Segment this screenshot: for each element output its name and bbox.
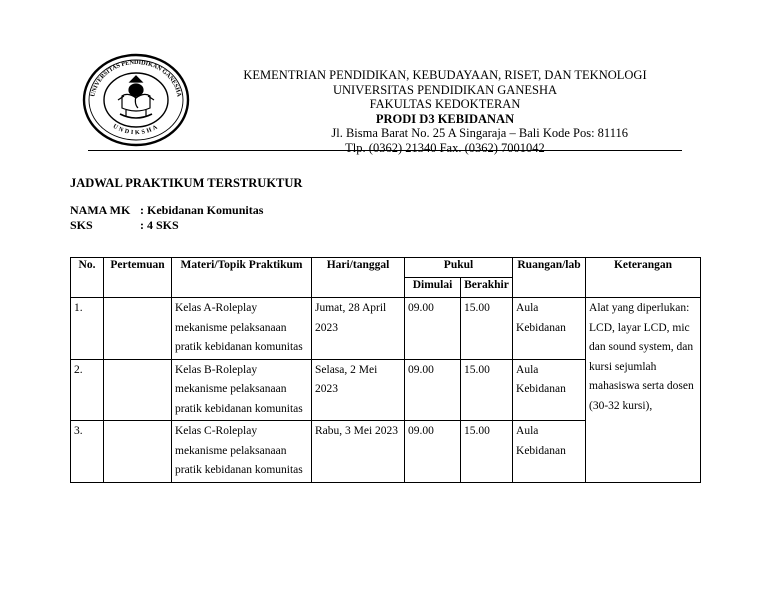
- cell-keterangan: Alat yang diperlukan: LCD, layar LCD, mic dan sound system, dan kursi sejumlah mahasiswa serta dosen (30-32 kursi),: [586, 298, 701, 483]
- ganesha-emblem-icon: [118, 76, 154, 118]
- cell-berakhir: 15.00: [461, 359, 513, 421]
- course-label: NAMA MK: [70, 203, 131, 217]
- col-dimulai: Dimulai: [405, 278, 461, 298]
- cell-no: 1.: [71, 298, 104, 360]
- document-title: JADWAL PRAKTIKUM TERSTRUKTUR: [70, 176, 303, 190]
- cell-pertemuan: [104, 421, 172, 483]
- col-ruangan: Ruangan/lab: [513, 258, 586, 298]
- cell-dimulai: 09.00: [405, 298, 461, 360]
- cell-pertemuan: [104, 298, 172, 360]
- col-no: No.: [71, 258, 104, 298]
- faculty-name: FAKULTAS KEDOKTERAN: [369, 97, 521, 111]
- table-header-row: [71, 258, 701, 278]
- cell-materi: Kelas A-Roleplay mekanisme pelaksanaan pratik kebidanan komunitas: [172, 298, 312, 360]
- col-materi: Materi/Topik Praktikum: [172, 258, 312, 298]
- program-name: PRODI D3 KEBIDANAN: [375, 111, 515, 126]
- cell-dimulai: 09.00: [405, 421, 461, 483]
- cell-ruangan: Aula Kebidanan: [513, 298, 586, 360]
- cell-materi: Kelas B-Roleplay mekanisme pelaksanaan pratik kebidanan komunitas: [172, 359, 312, 421]
- cell-dimulai: 09.00: [405, 359, 461, 421]
- svg-text:UNDIKSHA: [112, 123, 161, 136]
- letterhead-divider: [88, 150, 682, 151]
- course-info: [70, 203, 263, 233]
- col-hari: Hari/tanggal: [312, 258, 405, 298]
- cell-pertemuan: [104, 359, 172, 421]
- col-keterangan: Keterangan: [586, 258, 701, 298]
- ministry-name: KEMENTRIAN PENDIDIKAN, KEBUDAYAAN, RISET, DAN TEKNOLOGI: [243, 68, 647, 82]
- cell-berakhir: 15.00: [461, 421, 513, 483]
- cell-ruangan: Aula Kebidanan: [513, 359, 586, 421]
- cell-ruangan: Aula Kebidanan: [513, 421, 586, 483]
- cell-hari: Jumat, 28 April 2023: [312, 298, 405, 360]
- logo-ring-bottom-text: UNDIKSHA: [111, 122, 161, 137]
- schedule-table: [70, 257, 701, 483]
- col-pertemuan: Pertemuan: [104, 258, 172, 298]
- cell-no: 2.: [71, 359, 104, 421]
- cell-berakhir: 15.00: [461, 298, 513, 360]
- logo-ring-top-text: UNIVERSITAS PENDIDIKAN GANESHA: [89, 58, 183, 98]
- table-row: [71, 298, 701, 360]
- cell-hari: Rabu, 3 Mei 2023: [312, 421, 405, 483]
- university-logo: [80, 52, 192, 148]
- cell-hari: Selasa, 2 Mei 2023: [312, 359, 405, 421]
- university-name: UNIVERSITAS PENDIDIKAN GANESHA: [333, 82, 557, 97]
- phone-fax: Tlp. (0362) 21340 Fax. (0362) 7001042: [345, 140, 545, 155]
- sks-value: : 4 SKS: [140, 218, 179, 232]
- letterhead: [210, 68, 680, 155]
- cell-materi: Kelas C-Roleplay mekanisme pelaksanaan pratik kebidanan komunitas: [172, 421, 312, 483]
- sks-label: SKS: [70, 218, 93, 232]
- col-berakhir: Berakhir: [461, 278, 513, 298]
- course-value: : Kebidanan Komunitas: [140, 203, 264, 217]
- col-pukul: Pukul: [405, 258, 513, 278]
- address: Jl. Bisma Barat No. 25 A Singaraja – Bali Kode Pos: 81116: [331, 126, 628, 140]
- cell-no: 3.: [71, 421, 104, 483]
